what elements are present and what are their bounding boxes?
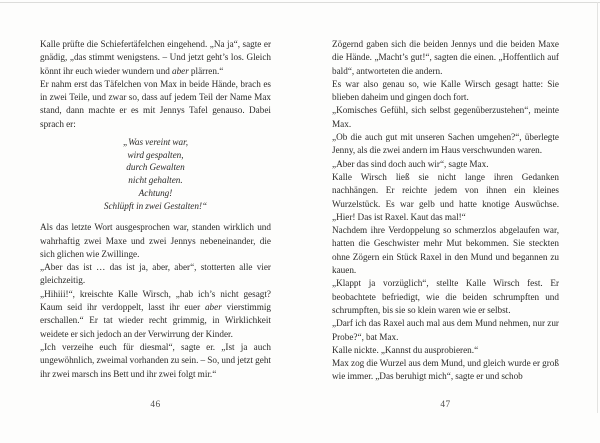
page-recto (332, 38, 559, 423)
text-run: Als das letzte Wort ausgesprochen war, standen wirklich und wahrhaftig zwei Maxe und zwei Jennys nebeneinander, die sich glichen wie Zwillinge. (40, 222, 271, 259)
text-run: vierstimmig erschallen.“ Er tat wieder recht grimmig, in Wirklichkeit weidete er sich jedoch an der Verwirrung der Kinder. (40, 302, 271, 339)
text-run: Er nahm erst das Täfelchen von Max in beide Hände, brach es in zwei Teile, und zwar so, dass auf jedem Teil der Name Max stand, dann machte er es mit Jennys Tafel genauso. Dabei sprach er: (40, 78, 271, 129)
verse-stanza (40, 136, 271, 212)
paragraph (332, 171, 559, 224)
verse-line: wird gespalten, (127, 149, 184, 160)
paragraph (332, 38, 559, 78)
text-run: „Darf ich das Raxel auch mal aus dem Mund nehmen, nur zur Probe?“, bat Max. (332, 318, 559, 342)
paragraph (332, 158, 559, 171)
text-run: „Komisches Gefühl, sich selbst gegenüberzustehen“, meinte Max. (332, 105, 559, 129)
text-run: plärren.“ (188, 65, 224, 76)
paragraph (332, 78, 559, 105)
italic-text-run: aber (171, 65, 189, 76)
text-run: „Klappt ja vorzüglich“, stellte Kalle Wirsch fest. Er beobachtete befriedigt, wie die beiden schrumpften und schrumpften, bis sie so klein waren wie er selbst. (332, 278, 559, 315)
text-run: Es war also genau so, wie Kalle Wirsch gesagt hatte: Sie blieben daheim und gingen doch fort. (332, 78, 559, 103)
paragraph (332, 131, 559, 158)
paragraph (40, 341, 271, 381)
paragraph (40, 221, 271, 261)
paragraph (332, 344, 559, 357)
verse-line: „Was vereint war, (122, 137, 189, 148)
verse-line: nicht gehalten. (128, 175, 183, 186)
scan-top-edge-rule (0, 2, 600, 3)
paragraph (40, 78, 271, 131)
paragraph (40, 261, 271, 288)
page-number: 46 (150, 400, 161, 410)
text-run: „Hihiii!“, kreischte Kalle Wirsch, „hab ich’s nicht gesagt? Kaum seid ihr verdoppelt, lasst ihr euer (40, 288, 271, 313)
italic-text-run: aber (204, 302, 222, 313)
text-run: Zögernd gaben sich die beiden Jennys und die beiden Maxe die Hände. „Macht’s gut!“, sagten die einen. „Hoffentlich auf bald“, antworteten die andern. (332, 39, 559, 76)
text-run: „Ob die auch gut mit unseren Sachen umgehen?“, überlegte Jenny, als die zwei andern im Haus verschwunden waren. (332, 132, 559, 156)
verse-line: Schlüpft in zwei Gestalten!“ (103, 200, 208, 211)
page-number: 47 (440, 400, 451, 410)
text-run: „Ich verzeihe euch für diesmal“, sagte er. „Ist ja auch ungewöhnlich, zweimal vorhanden zu sein. – So, und jetzt geht ihr zwei marsch ins Bett und ihr zwei folgt mir.“ (40, 341, 271, 379)
text-run: Max zog die Wurzel aus dem Mund, und gleich wurde er groß wie immer. „Das beruhigt mich“, sagte er und schob (332, 358, 559, 382)
paragraph (332, 277, 559, 317)
verse-line: durch Gewalten (126, 162, 185, 173)
paragraph (332, 224, 559, 277)
text-run: Kalle Wirsch ließ sie nicht lange ihren Gedanken nachhängen. Er reichte jedem von ihnen ein kleines Wurzelstück. Es war gelb und hatte knotige Auswüchse. „Hier! Das ist Raxel. Kaut das mal!“ (332, 171, 559, 222)
paragraph (332, 104, 559, 131)
text-run: Kalle nickte. „Kannst du ausprobieren.“ (332, 344, 479, 355)
verse-line: Achtung! (138, 187, 173, 198)
paragraph (40, 288, 271, 341)
scan-right-edge-rule (597, 2, 598, 413)
text-run: „Aber das ist … das ist ja, aber, aber“, stotterten alle vier gleichzeitig. (40, 262, 271, 286)
text-run: Kalle prüfte die Schiefertäfelchen eingehend. „Na ja“, sagte er gnädig, „das stimmt wenigstens. – Und jetzt geht’s los. Gleich könnt ihr euch wieder wundern und (40, 39, 271, 76)
paragraph (332, 357, 559, 384)
paragraph (332, 317, 559, 344)
paragraph (40, 38, 271, 78)
page-text-column (40, 38, 271, 381)
text-run: Nachdem ihre Verdoppelung so schmerzlos abgelaufen war, hatten die Geschwister mehr Mut bekommen. Sie steckten ohne Zögern ein Stück Raxel in den Mund und begannen zu kauen. (332, 225, 559, 276)
page-text-column (332, 38, 559, 384)
text-run: „Aber das sind doch auch wir“, sagte Max. (332, 158, 489, 169)
page-verso (40, 38, 271, 423)
